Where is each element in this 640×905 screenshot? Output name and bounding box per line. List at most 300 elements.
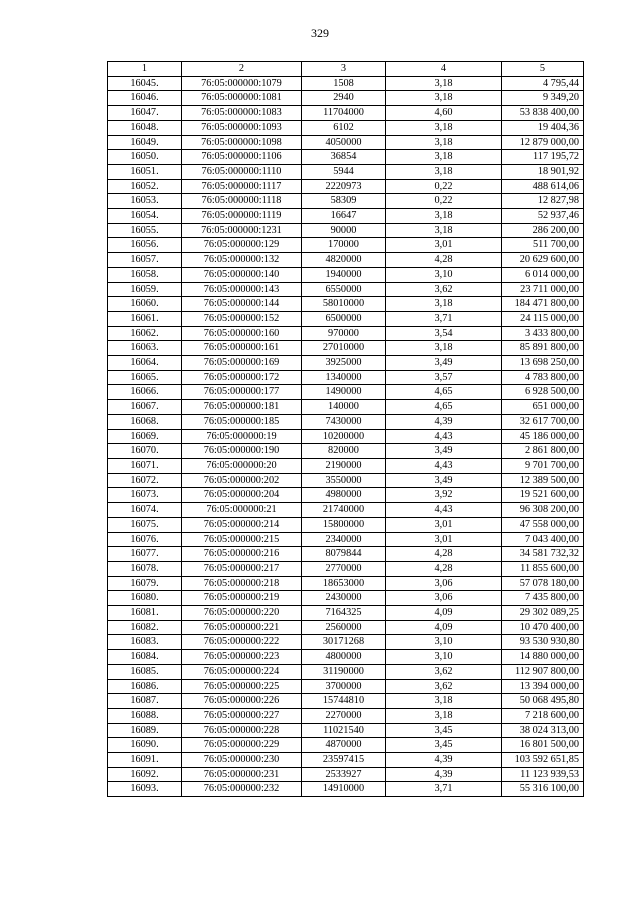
area-cell: 820000 bbox=[302, 444, 386, 459]
cadastral-number-cell: 76:05:000000:20 bbox=[182, 458, 302, 473]
table-row bbox=[108, 444, 584, 459]
area-cell: 3550000 bbox=[302, 473, 386, 488]
table-row bbox=[108, 311, 584, 326]
rate-cell: 3,10 bbox=[386, 267, 502, 282]
page-number: 329 bbox=[311, 26, 329, 40]
amount-cell: 112 907 800,00 bbox=[502, 664, 584, 679]
data-table bbox=[107, 61, 584, 797]
rate-cell: 4,43 bbox=[386, 458, 502, 473]
table-row bbox=[108, 356, 584, 371]
cadastral-number-cell: 76:05:000000:217 bbox=[182, 561, 302, 576]
table-row bbox=[108, 238, 584, 253]
row-number-cell: 16060. bbox=[108, 297, 182, 312]
rate-cell: 0,22 bbox=[386, 194, 502, 209]
table-row bbox=[108, 400, 584, 415]
row-number-cell: 16052. bbox=[108, 179, 182, 194]
row-number-cell: 16090. bbox=[108, 738, 182, 753]
cadastral-number-cell: 76:05:000000:216 bbox=[182, 547, 302, 562]
table-header-row bbox=[108, 62, 584, 77]
area-cell: 36854 bbox=[302, 150, 386, 165]
row-number-cell: 16049. bbox=[108, 135, 182, 150]
amount-cell: 12 879 000,00 bbox=[502, 135, 584, 150]
area-cell: 5944 bbox=[302, 164, 386, 179]
table-row bbox=[108, 120, 584, 135]
cadastral-number-cell: 76:05:000000:215 bbox=[182, 532, 302, 547]
cadastral-number-cell: 76:05:000000:21 bbox=[182, 503, 302, 518]
cadastral-number-cell: 76:05:000000:172 bbox=[182, 370, 302, 385]
cadastral-number-cell: 76:05:000000:222 bbox=[182, 635, 302, 650]
cadastral-number-cell: 76:05:000000:143 bbox=[182, 282, 302, 297]
table-row bbox=[108, 561, 584, 576]
area-cell: 21740000 bbox=[302, 503, 386, 518]
area-cell: 3925000 bbox=[302, 356, 386, 371]
amount-cell: 18 901,92 bbox=[502, 164, 584, 179]
amount-cell: 9 349,20 bbox=[502, 91, 584, 106]
row-number-cell: 16056. bbox=[108, 238, 182, 253]
rate-cell: 3,01 bbox=[386, 238, 502, 253]
row-number-cell: 16064. bbox=[108, 356, 182, 371]
row-number-cell: 16046. bbox=[108, 91, 182, 106]
area-cell: 6102 bbox=[302, 120, 386, 135]
table-row bbox=[108, 106, 584, 121]
area-cell: 4800000 bbox=[302, 650, 386, 665]
row-number-cell: 16059. bbox=[108, 282, 182, 297]
area-cell: 4980000 bbox=[302, 488, 386, 503]
rate-cell: 3,62 bbox=[386, 664, 502, 679]
table-row bbox=[108, 753, 584, 768]
area-cell: 170000 bbox=[302, 238, 386, 253]
amount-cell: 19 404,36 bbox=[502, 120, 584, 135]
column-header-2: 2 bbox=[182, 62, 302, 77]
row-number-cell: 16065. bbox=[108, 370, 182, 385]
amount-cell: 32 617 700,00 bbox=[502, 414, 584, 429]
amount-cell: 9 701 700,00 bbox=[502, 458, 584, 473]
amount-cell: 55 316 100,00 bbox=[502, 782, 584, 797]
table-row bbox=[108, 650, 584, 665]
row-number-cell: 16055. bbox=[108, 223, 182, 238]
cadastral-number-cell: 76:05:000000:218 bbox=[182, 576, 302, 591]
rate-cell: 3,18 bbox=[386, 223, 502, 238]
table-row bbox=[108, 517, 584, 532]
rate-cell: 4,39 bbox=[386, 414, 502, 429]
rate-cell: 3,49 bbox=[386, 473, 502, 488]
amount-cell: 47 558 000,00 bbox=[502, 517, 584, 532]
rate-cell: 3,18 bbox=[386, 694, 502, 709]
rate-cell: 3,71 bbox=[386, 311, 502, 326]
row-number-cell: 16092. bbox=[108, 767, 182, 782]
rate-cell: 3,92 bbox=[386, 488, 502, 503]
amount-cell: 2 861 800,00 bbox=[502, 444, 584, 459]
rate-cell: 3,18 bbox=[386, 135, 502, 150]
cadastral-number-cell: 76:05:000000:229 bbox=[182, 738, 302, 753]
cadastral-number-cell: 76:05:000000:232 bbox=[182, 782, 302, 797]
table-row bbox=[108, 576, 584, 591]
area-cell: 140000 bbox=[302, 400, 386, 415]
row-number-cell: 16062. bbox=[108, 326, 182, 341]
area-cell: 4050000 bbox=[302, 135, 386, 150]
cadastral-number-cell: 76:05:000000:19 bbox=[182, 429, 302, 444]
area-cell: 90000 bbox=[302, 223, 386, 238]
rate-cell: 4,43 bbox=[386, 503, 502, 518]
table-row bbox=[108, 150, 584, 165]
row-number-cell: 16093. bbox=[108, 782, 182, 797]
row-number-cell: 16057. bbox=[108, 253, 182, 268]
rate-cell: 3,01 bbox=[386, 532, 502, 547]
rate-cell: 4,43 bbox=[386, 429, 502, 444]
amount-cell: 38 024 313,00 bbox=[502, 723, 584, 738]
area-cell: 2533927 bbox=[302, 767, 386, 782]
row-number-cell: 16050. bbox=[108, 150, 182, 165]
table-row bbox=[108, 297, 584, 312]
cadastral-number-cell: 76:05:000000:1106 bbox=[182, 150, 302, 165]
amount-cell: 24 115 000,00 bbox=[502, 311, 584, 326]
area-cell: 18653000 bbox=[302, 576, 386, 591]
amount-cell: 184 471 800,00 bbox=[502, 297, 584, 312]
amount-cell: 13 394 000,00 bbox=[502, 679, 584, 694]
rate-cell: 4,28 bbox=[386, 561, 502, 576]
amount-cell: 57 078 180,00 bbox=[502, 576, 584, 591]
amount-cell: 29 302 089,25 bbox=[502, 606, 584, 621]
row-number-cell: 16087. bbox=[108, 694, 182, 709]
amount-cell: 511 700,00 bbox=[502, 238, 584, 253]
area-cell: 2270000 bbox=[302, 708, 386, 723]
area-cell: 1940000 bbox=[302, 267, 386, 282]
rate-cell: 0,22 bbox=[386, 179, 502, 194]
table-row bbox=[108, 370, 584, 385]
row-number-cell: 16054. bbox=[108, 209, 182, 224]
cadastral-number-cell: 76:05:000000:1079 bbox=[182, 76, 302, 91]
cadastral-number-cell: 76:05:000000:1083 bbox=[182, 106, 302, 121]
amount-cell: 14 880 000,00 bbox=[502, 650, 584, 665]
row-number-cell: 16076. bbox=[108, 532, 182, 547]
rate-cell: 4,09 bbox=[386, 606, 502, 621]
cadastral-number-cell: 76:05:000000:225 bbox=[182, 679, 302, 694]
row-number-cell: 16077. bbox=[108, 547, 182, 562]
row-number-cell: 16073. bbox=[108, 488, 182, 503]
area-cell: 7164325 bbox=[302, 606, 386, 621]
amount-cell: 6 014 000,00 bbox=[502, 267, 584, 282]
table-row bbox=[108, 326, 584, 341]
row-number-cell: 16048. bbox=[108, 120, 182, 135]
rate-cell: 3,49 bbox=[386, 444, 502, 459]
area-cell: 2560000 bbox=[302, 620, 386, 635]
row-number-cell: 16091. bbox=[108, 753, 182, 768]
rate-cell: 3,18 bbox=[386, 708, 502, 723]
row-number-cell: 16058. bbox=[108, 267, 182, 282]
area-cell: 2940 bbox=[302, 91, 386, 106]
rate-cell: 3,18 bbox=[386, 91, 502, 106]
row-number-cell: 16068. bbox=[108, 414, 182, 429]
table-row bbox=[108, 532, 584, 547]
amount-cell: 488 614,06 bbox=[502, 179, 584, 194]
cadastral-number-cell: 76:05:000000:144 bbox=[182, 297, 302, 312]
table-row bbox=[108, 76, 584, 91]
amount-cell: 103 592 651,85 bbox=[502, 753, 584, 768]
area-cell: 30171268 bbox=[302, 635, 386, 650]
row-number-cell: 16072. bbox=[108, 473, 182, 488]
table-row bbox=[108, 223, 584, 238]
row-number-cell: 16082. bbox=[108, 620, 182, 635]
amount-cell: 6 928 500,00 bbox=[502, 385, 584, 400]
column-header-4: 4 bbox=[386, 62, 502, 77]
cadastral-number-cell: 76:05:000000:230 bbox=[182, 753, 302, 768]
cadastral-number-cell: 76:05:000000:129 bbox=[182, 238, 302, 253]
area-cell: 31190000 bbox=[302, 664, 386, 679]
amount-cell: 12 827,98 bbox=[502, 194, 584, 209]
table-row bbox=[108, 253, 584, 268]
area-cell: 10200000 bbox=[302, 429, 386, 444]
area-cell: 1508 bbox=[302, 76, 386, 91]
rate-cell: 3,06 bbox=[386, 576, 502, 591]
rate-cell: 4,65 bbox=[386, 400, 502, 415]
rate-cell: 3,18 bbox=[386, 297, 502, 312]
table-row bbox=[108, 694, 584, 709]
row-number-cell: 16085. bbox=[108, 664, 182, 679]
row-number-cell: 16083. bbox=[108, 635, 182, 650]
table-row bbox=[108, 738, 584, 753]
row-number-cell: 16084. bbox=[108, 650, 182, 665]
table-row bbox=[108, 488, 584, 503]
row-number-cell: 16088. bbox=[108, 708, 182, 723]
cadastral-number-cell: 76:05:000000:140 bbox=[182, 267, 302, 282]
area-cell: 58010000 bbox=[302, 297, 386, 312]
rate-cell: 3,10 bbox=[386, 635, 502, 650]
table-row bbox=[108, 547, 584, 562]
table-row bbox=[108, 194, 584, 209]
cadastral-number-cell: 76:05:000000:181 bbox=[182, 400, 302, 415]
table-row bbox=[108, 267, 584, 282]
area-cell: 6550000 bbox=[302, 282, 386, 297]
cadastral-number-cell: 76:05:000000:202 bbox=[182, 473, 302, 488]
row-number-cell: 16086. bbox=[108, 679, 182, 694]
cadastral-number-cell: 76:05:000000:223 bbox=[182, 650, 302, 665]
amount-cell: 7 043 400,00 bbox=[502, 532, 584, 547]
amount-cell: 117 195,72 bbox=[502, 150, 584, 165]
row-number-cell: 16075. bbox=[108, 517, 182, 532]
area-cell: 16647 bbox=[302, 209, 386, 224]
rate-cell: 4,65 bbox=[386, 385, 502, 400]
amount-cell: 4 795,44 bbox=[502, 76, 584, 91]
table-row bbox=[108, 429, 584, 444]
table-row bbox=[108, 91, 584, 106]
amount-cell: 34 581 732,32 bbox=[502, 547, 584, 562]
amount-cell: 52 937,46 bbox=[502, 209, 584, 224]
cadastral-number-cell: 76:05:000000:204 bbox=[182, 488, 302, 503]
area-cell: 15744810 bbox=[302, 694, 386, 709]
cadastral-number-cell: 76:05:000000:1093 bbox=[182, 120, 302, 135]
area-cell: 4870000 bbox=[302, 738, 386, 753]
cadastral-number-cell: 76:05:000000:1119 bbox=[182, 209, 302, 224]
rate-cell: 4,28 bbox=[386, 253, 502, 268]
cadastral-number-cell: 76:05:000000:231 bbox=[182, 767, 302, 782]
amount-cell: 11 855 600,00 bbox=[502, 561, 584, 576]
amount-cell: 96 308 200,00 bbox=[502, 503, 584, 518]
row-number-cell: 16080. bbox=[108, 591, 182, 606]
cadastral-number-cell: 76:05:000000:219 bbox=[182, 591, 302, 606]
cadastral-number-cell: 76:05:000000:161 bbox=[182, 341, 302, 356]
area-cell: 2190000 bbox=[302, 458, 386, 473]
rate-cell: 3,01 bbox=[386, 517, 502, 532]
table-row bbox=[108, 591, 584, 606]
area-cell: 1340000 bbox=[302, 370, 386, 385]
rate-cell: 4,28 bbox=[386, 547, 502, 562]
area-cell: 14910000 bbox=[302, 782, 386, 797]
cadastral-number-cell: 76:05:000000:1081 bbox=[182, 91, 302, 106]
area-cell: 11021540 bbox=[302, 723, 386, 738]
amount-cell: 85 891 800,00 bbox=[502, 341, 584, 356]
rate-cell: 3,18 bbox=[386, 164, 502, 179]
rate-cell: 3,71 bbox=[386, 782, 502, 797]
rate-cell: 4,39 bbox=[386, 753, 502, 768]
amount-cell: 7 218 600,00 bbox=[502, 708, 584, 723]
amount-cell: 53 838 400,00 bbox=[502, 106, 584, 121]
cadastral-number-cell: 76:05:000000:1110 bbox=[182, 164, 302, 179]
table-row bbox=[108, 679, 584, 694]
table-row bbox=[108, 414, 584, 429]
amount-cell: 19 521 600,00 bbox=[502, 488, 584, 503]
table-row bbox=[108, 620, 584, 635]
cadastral-number-cell: 76:05:000000:1117 bbox=[182, 179, 302, 194]
amount-cell: 93 530 930,80 bbox=[502, 635, 584, 650]
table-row bbox=[108, 503, 584, 518]
amount-cell: 3 433 800,00 bbox=[502, 326, 584, 341]
row-number-cell: 16053. bbox=[108, 194, 182, 209]
rate-cell: 3,06 bbox=[386, 591, 502, 606]
rate-cell: 3,45 bbox=[386, 723, 502, 738]
rate-cell: 3,10 bbox=[386, 650, 502, 665]
row-number-cell: 16081. bbox=[108, 606, 182, 621]
column-header-3: 3 bbox=[302, 62, 386, 77]
rate-cell: 3,18 bbox=[386, 76, 502, 91]
area-cell: 1490000 bbox=[302, 385, 386, 400]
table-row bbox=[108, 606, 584, 621]
table-row bbox=[108, 179, 584, 194]
table-row bbox=[108, 635, 584, 650]
area-cell: 23597415 bbox=[302, 753, 386, 768]
cadastral-number-cell: 76:05:000000:132 bbox=[182, 253, 302, 268]
rate-cell: 3,18 bbox=[386, 341, 502, 356]
rate-cell: 4,39 bbox=[386, 767, 502, 782]
cadastral-number-cell: 76:05:000000:169 bbox=[182, 356, 302, 371]
table-row bbox=[108, 473, 584, 488]
row-number-cell: 16066. bbox=[108, 385, 182, 400]
area-cell: 2340000 bbox=[302, 532, 386, 547]
area-cell: 2220973 bbox=[302, 179, 386, 194]
area-cell: 58309 bbox=[302, 194, 386, 209]
area-cell: 4820000 bbox=[302, 253, 386, 268]
row-number-cell: 16045. bbox=[108, 76, 182, 91]
amount-cell: 4 783 800,00 bbox=[502, 370, 584, 385]
area-cell: 7430000 bbox=[302, 414, 386, 429]
cadastral-number-cell: 76:05:000000:228 bbox=[182, 723, 302, 738]
row-number-cell: 16074. bbox=[108, 503, 182, 518]
table-row bbox=[108, 708, 584, 723]
area-cell: 2430000 bbox=[302, 591, 386, 606]
row-number-cell: 16051. bbox=[108, 164, 182, 179]
amount-cell: 7 435 800,00 bbox=[502, 591, 584, 606]
row-number-cell: 16079. bbox=[108, 576, 182, 591]
cadastral-number-cell: 76:05:000000:1118 bbox=[182, 194, 302, 209]
cadastral-number-cell: 76:05:000000:152 bbox=[182, 311, 302, 326]
table-row bbox=[108, 209, 584, 224]
rate-cell: 3,62 bbox=[386, 282, 502, 297]
rate-cell: 3,18 bbox=[386, 150, 502, 165]
amount-cell: 651 000,00 bbox=[502, 400, 584, 415]
rate-cell: 3,18 bbox=[386, 209, 502, 224]
rate-cell: 3,57 bbox=[386, 370, 502, 385]
area-cell: 970000 bbox=[302, 326, 386, 341]
rate-cell: 3,54 bbox=[386, 326, 502, 341]
table-row bbox=[108, 767, 584, 782]
amount-cell: 45 186 000,00 bbox=[502, 429, 584, 444]
table-row bbox=[108, 723, 584, 738]
cadastral-number-cell: 76:05:000000:185 bbox=[182, 414, 302, 429]
rate-cell: 4,09 bbox=[386, 620, 502, 635]
amount-cell: 20 629 600,00 bbox=[502, 253, 584, 268]
column-header-1: 1 bbox=[108, 62, 182, 77]
amount-cell: 11 123 939,53 bbox=[502, 767, 584, 782]
area-cell: 2770000 bbox=[302, 561, 386, 576]
area-cell: 15800000 bbox=[302, 517, 386, 532]
table-row bbox=[108, 782, 584, 797]
row-number-cell: 16089. bbox=[108, 723, 182, 738]
column-header-5: 5 bbox=[502, 62, 584, 77]
cadastral-number-cell: 76:05:000000:226 bbox=[182, 694, 302, 709]
amount-cell: 286 200,00 bbox=[502, 223, 584, 238]
cadastral-number-cell: 76:05:000000:1098 bbox=[182, 135, 302, 150]
cadastral-number-cell: 76:05:000000:224 bbox=[182, 664, 302, 679]
table-row bbox=[108, 135, 584, 150]
amount-cell: 12 389 500,00 bbox=[502, 473, 584, 488]
amount-cell: 10 470 400,00 bbox=[502, 620, 584, 635]
table-row bbox=[108, 164, 584, 179]
area-cell: 27010000 bbox=[302, 341, 386, 356]
rate-cell: 3,49 bbox=[386, 356, 502, 371]
cadastral-number-cell: 76:05:000000:1231 bbox=[182, 223, 302, 238]
amount-cell: 13 698 250,00 bbox=[502, 356, 584, 371]
amount-cell: 16 801 500,00 bbox=[502, 738, 584, 753]
area-cell: 3700000 bbox=[302, 679, 386, 694]
rate-cell: 4,60 bbox=[386, 106, 502, 121]
row-number-cell: 16067. bbox=[108, 400, 182, 415]
row-number-cell: 16061. bbox=[108, 311, 182, 326]
table-row bbox=[108, 341, 584, 356]
rate-cell: 3,62 bbox=[386, 679, 502, 694]
amount-cell: 23 711 000,00 bbox=[502, 282, 584, 297]
row-number-cell: 16069. bbox=[108, 429, 182, 444]
table-row bbox=[108, 385, 584, 400]
cadastral-number-cell: 76:05:000000:177 bbox=[182, 385, 302, 400]
cadastral-number-cell: 76:05:000000:227 bbox=[182, 708, 302, 723]
row-number-cell: 16070. bbox=[108, 444, 182, 459]
row-number-cell: 16047. bbox=[108, 106, 182, 121]
rate-cell: 3,18 bbox=[386, 120, 502, 135]
table-row bbox=[108, 282, 584, 297]
amount-cell: 50 068 495,80 bbox=[502, 694, 584, 709]
row-number-cell: 16078. bbox=[108, 561, 182, 576]
cadastral-number-cell: 76:05:000000:221 bbox=[182, 620, 302, 635]
area-cell: 8079844 bbox=[302, 547, 386, 562]
row-number-cell: 16071. bbox=[108, 458, 182, 473]
area-cell: 6500000 bbox=[302, 311, 386, 326]
row-number-cell: 16063. bbox=[108, 341, 182, 356]
cadastral-number-cell: 76:05:000000:160 bbox=[182, 326, 302, 341]
rate-cell: 3,45 bbox=[386, 738, 502, 753]
cadastral-number-cell: 76:05:000000:214 bbox=[182, 517, 302, 532]
table-row bbox=[108, 664, 584, 679]
cadastral-number-cell: 76:05:000000:190 bbox=[182, 444, 302, 459]
area-cell: 11704000 bbox=[302, 106, 386, 121]
